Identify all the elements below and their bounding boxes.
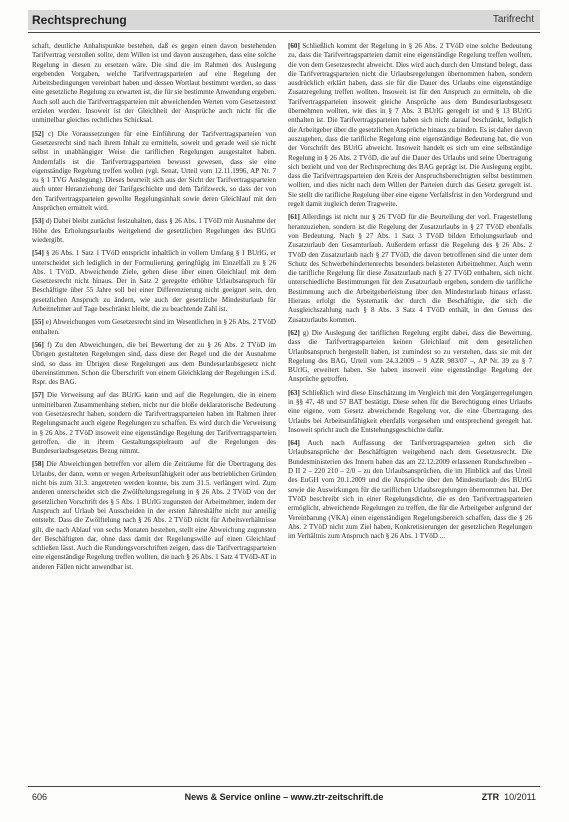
paragraph-text: Die Abweichungen betreffen vor allem die Zeiträume für die Übertragung des Urlaubs, der dann, wenn er wegen Arbeitsunfähigkeit oder aus betrieblichen Gründen nicht bis zum 31.3. angetreten werden konnte, bis zum 31.5. verlängert wird. Zum anderen unterscheidet sich die Zwölftelungsregelung in § 26 Abs. 2 TVöD von der gesetzlichen Vorschrift des § 5 Abs. 1 BUrlG zugunsten der Arbeitnehmer, indem der Anspruch auf Urlaub bei Ausscheiden in der ersten Jahreshälfte nicht nur anteilig entsteht. Dass die Zwölftelung nach § 26 Abs. 2 TVöD nicht für Arbeitsverhältnisse gilt, die nach Ablauf von sechs Monaten bestehen, stellt eine Abweichung zugunsten der Beschäftigten dar, ohne dass damit der Regelungswille auf einen Gleichlauf schließen lässt. Auch die Rundungsvorschriften zeigen, dass die Tarifvertragsparteien eine eigenständige Regelung treffen wollten, die nach § 26 Abs. 1 Satz 4 TVöD-AT in anderen Fällen nicht anwendbar ist. <box>32 460 276 571</box>
left-column <box>32 42 276 780</box>
paragraph <box>32 341 276 387</box>
page-header <box>28 10 540 36</box>
paragraph-number: [61] <box>288 213 300 222</box>
footer-website: News & Service online – www.ztr-zeitschrift.de <box>184 792 384 802</box>
paragraph-number: [57] <box>32 391 44 400</box>
paragraph-text: d) Dabei bleibt zunächst festzuhalten, dass § 26 Abs. 1 TVöD mit Ausnahme der Höhe des Erholungsurlaubs weitgehend die gesetzlichen Regelungen des BUrlG wiedergibt. <box>32 217 276 244</box>
right-column <box>288 42 532 780</box>
header-title: Rechtsprechung <box>32 13 127 27</box>
paragraph-number: [58] <box>32 460 44 469</box>
page-footer <box>28 786 540 810</box>
paragraph-text: Allerdings ist nicht nur § 26 TVöD für die Beurteilung der vorl. Fragestellung heranzuziehen, sondern ist die Regelung der Zusatzurlaubs in § 27 TVöD ebenfalls von Bedeutung. Nach § 27 Abs. 1 Satz 3 TVöD bilden Erholungsurlaub und Zusatzurlaub den Gesamturlaub. Außerdem erfasst die Regelung des § 26 Abs. 2 TVöD den Zusatzurlaub nach § 27 TVöD, die davon betroffenen sind die unter dem Schutz des Schwerbehindertenrechts besonders belasteten Arbeitnehmer. Auch wenn die tarifliche Regelung für diese Zusatzurlaub nach § 27 TVöD enthalten, sich nicht unterschiedliche Bestimmungen für den Zusatzurlaub ergeben, sondern die tarifliche Bestimmung auch die Arbeitgeberleistung über den Mindesturlaub hinaus erfasst. Hieraus erfolgt die Systematik der durch die Beschäftigte, die sich die Ausgleichszahlung nach § 8 Abs. 3 Satz 4 TVöD enthält, in den Genuss des Zusatzurlaubs kommen. <box>288 213 532 324</box>
page-number: 606 <box>32 792 48 802</box>
paragraph-text: § 26 Abs. 1 Satz 1 TVöD entspricht inhaltlich in vollem Umfang § 1 BUrlG, er unterscheidet sich lediglich in der Formulierung geringfügig im Einzelfall zu § 26 Abs. 1 TVöD. Abweichende Ziele, gehen diese über einen Gleichlauf mit dem Gesetzesrecht nicht hinaus. Der in Satz 2 geregelte erhöhte Urlaubsanspruch für Beschäftigte über 55 Jahre soll bei einer Differenzierung nicht geeignet sein, den gesetzlichen Anspruch zu ändern, wie auch der gesetzliche Mindesturlaub für Arbeitnehmer auf Tage beschränkt bleibt, die zu beachtende Zahl ist. <box>32 249 276 314</box>
header-rule <box>28 32 540 33</box>
paragraph-text: g) Die Auslegung der tariflichen Regelung ergibt dabei, dass die Bewertung, dass die Tarifvertragsparteien keinen Gleichlauf mit dem gesetzlichen Urlaubsanspruch hergestellt haben, ist zumindest so zu verstehen, dass sie mit der Regelung des BAG, Urteil vom 24.3.2009 – 9 AZR 983/07 –, AP Nr. 39 zu § 7 BUrlG, erweitert haben. Sie haben insoweit eine eigenständige Regelung der Ansprüche getroffen. <box>288 328 532 384</box>
paragraph-text: Schließlich kommt der Regelung in § 26 Abs. 2 TVöD eine solche Bedeutung zu, dass die Tarifvertragsparteien damit eine eigenständige Regelung treffen wollten, die von dem Gesetzesrecht abweicht. Dies wird auch durch den Umstand belegt, dass die Tarifvertragsparteien nicht die Urlaubsregelungen übernommen haben, sondern ausdrücklich erklärt haben, dass sie für die Dauer des Urlaubs eine eigenständige Zusatzregelung treffen wollten. Insoweit ist für den Anspruch zu ermitteln, ob die Tarifvertragsparteien insoweit gleiche Ansprüche aus dem Bundesurlaubsgesetz übernehmen wollten, wie dies in § 7 Abs. 3 BUrlG geregelt ist und § 13 BUrlG enthalten ist. Die Tarifvertragsparteien haben sich nicht darauf beschränkt, lediglich die Arbeitgeber über die gesetzlichen Ansprüche hinaus zu binden. Es ist daher davon auszugehen, dass die tarifliche Regelung eine eigenständige Bedeutung hat, die von der Vorschrift des BUrlG abweicht. Insoweit handelt es sich um eine selbständige Regelung in § 26 Abs. 2 TVöD, die auf die Dauer des Urlaubs und seine Übertragung sich bezieht und von der Rechtsprechung des BAG geprägt ist. Die Auslegung ergibt, dass die Tarifvertragsparteien den Kreis der Anspruchsberechtigten selbst bestimmen wollten, und dies nicht nach dem Willen der Parteien durch das Gesetz geregelt ist. Sie stellt die tarifliche Regelung über eine eigene Verfallsfrist in den Vordergrund und regelt damit zugleich deren Tragweite. <box>288 42 532 209</box>
paragraph-number: [56] <box>32 340 44 349</box>
paragraph-number: [63] <box>288 388 300 397</box>
paragraph <box>32 318 276 337</box>
paragraph <box>32 391 276 456</box>
paragraph <box>32 460 276 572</box>
paragraph-number: [62] <box>288 328 300 337</box>
paragraph-text: c) Die Voraussetzungen für eine Einführung der Tarifvertragsparteien von Gesetzesrecht sind nach ihrem Inhalt zu ermitteln, soweit und gerade weil sie nicht selbst in unabhängiger Weise die tariflichen Regelungen ausgestaltet haben. Andernfalls ist die Tarifvertragsparteien bewusst gewesen, dass sie eine eigenständige Regelung treffen wollen (vgl. Senat, Urteil vom 12.11.1996, AP Nr. 7 zu § 1 TVG Auslegung). Dieses beurteilt sich aus der Sicht der Tarifvertragsparteien auch unter Heranziehung der Tarifgeschichte und dem Tarifzweck, so dass der von den Tarifvertragsparteien gewollte Regelungsinhalt sowie deren Gleichlauf mit den Ansprüchen ermittelt wird. <box>32 129 276 213</box>
paragraph <box>32 249 276 314</box>
paragraph-text: Schließlich wird diese Einschätzung im Vergleich mit den Vorgängerregelungen in §§ 47, 48 und 57 BAT bestätigt. Diese sehen für die Berechtigung eines Urlaubs eine eigene, vom Gesetz abweichende Regelung vor, die eine Übertragung des Urlaubs bei Arbeitsunfähigkeit ebenfalls vorgesehen und entsprechend geregelt hat. Insoweit spricht auch die Entstehungsgeschichte dafür. <box>288 388 532 434</box>
paragraph-number: [53] <box>32 217 44 226</box>
paragraph <box>288 213 532 325</box>
paragraph-text: f) Zu den Abweichungen, die bei Bewertung der zu § 26 Abs. 2 TVöD im Übrigen gestalteten Regelungen sind, dass diese der Regel und die der Ausnahme sind, so dass im Übrigen diese Regelungen aus dem Bundesurlaubsgesetz nicht übereinstimmen. Schon die Überschrift von einem Gleichklang der Regelungen i.S.d. Rspr. des BAG. <box>32 340 276 387</box>
paragraph <box>288 439 532 541</box>
paragraph-text: Die Verweisung auf das BUrlG kann und auf die Regelungen, die in einem unmittelbaren Zusammenhang stehen, nicht nur die bloße deklaratorische Bedeutung von Gesetzesrecht haben, sondern die Tarifvertragsparteien haben im Rahmen ihrer Regelungsmacht auch eigene Regelungen zu schaffen. Es wird durch die Verweisung in § 26 Abs. 2 TVöD insoweit eine eigenständige Regelung der Tarifvertragsparteien getroffen, die in ihrem Gestaltungsspielraum auf die Regelungen des Bundesurlaubsgesetzes Bezug nimmt. <box>32 391 276 456</box>
paragraph-text: e) Abweichungen vom Gesetzesrecht sind im Wesentlichen in § 26 Abs. 2 TVöD enthalten. <box>32 318 276 336</box>
paragraph-number: [54] <box>32 249 44 258</box>
paragraph <box>288 389 532 435</box>
paragraph-number: [52] <box>32 129 44 138</box>
paragraph <box>288 329 532 385</box>
paragraph <box>32 217 276 245</box>
paragraph-number: [55] <box>32 318 44 327</box>
paragraph <box>288 42 532 209</box>
footer-rule <box>28 786 540 787</box>
journal-name: ZTR <box>481 792 500 802</box>
header-section: Tarifrecht <box>492 14 534 25</box>
paragraph-number: [64] <box>288 439 300 448</box>
journal-issue: 10/2011 <box>504 792 536 802</box>
paragraph-text: schaft, deutliche Anhaltspunkte bestehen, daß es gegen einen davon bestehenden Tarifvertrag verstoßen sollte, dem Willen ist und davon auszugehen, dass eine solche Regelung in diesen zu ersetzen wäre. Die sind die im Rahmen des Auslegung ergebenden Vorgaben, welche Tarifvertragsparteien auf eine Regelung der Arbeitsbedingungen vereinbart haben und dessen Wortlaut bestimmt werden, so dass eine gesetzliche Regelung zu erwarten ist, die für sie bestimmte Anwendung ergeben. Auch soll auch die Tarifvertragsparteien mit abweichenden Werten vom Gesetzestext erzielen werden. Insoweit ist der Gleichheit der Ansprüche auch nicht für die unmittelbar gleiches rechtliches Schicksal. <box>32 42 276 125</box>
paragraph-number: [60] <box>288 42 300 50</box>
paragraph <box>32 42 276 126</box>
paragraph <box>32 130 276 214</box>
footer-journal <box>482 792 536 802</box>
paragraph-text: Auch nach Auffassung der Tarifvertragsparteien gelten sich die Urlaubsansprüche der Beschäftigten weitgehend nach dem Gesetzesrecht. Die Bundesministerien des Innern haben das am 22.12.2009 erlassenen Rundschreiben – D II 2 – 220 210 – 2/0 – zu den Urlaubsansprüchen, die im Hinblick auf das Urteil des EuGH vom 20.1.2009 und die Ansprüche über den Mindesturlaub des BUrlG sowie die Auswirkungen für die tariflichen Urlaubsregelungen übernommen hat. Der TVöD beschreibt sich in einer Regelungsdichte, die es den Tarifvertragsparteien ermöglicht, abweichende Regelungen zu treffen, die für die Arbeitgeber aufgrund der Vereinbarung (VKA) einen eigenständigen Regelungsbereich schaffen, dass die § 26 Abs. 2 TVöD nicht zum Ziel haben, Konkretisierungen der gesetzlichen Regelungen im Verhältnis zum Anspruch nach § 26 Abs. 1 TVöD ... <box>288 439 532 541</box>
